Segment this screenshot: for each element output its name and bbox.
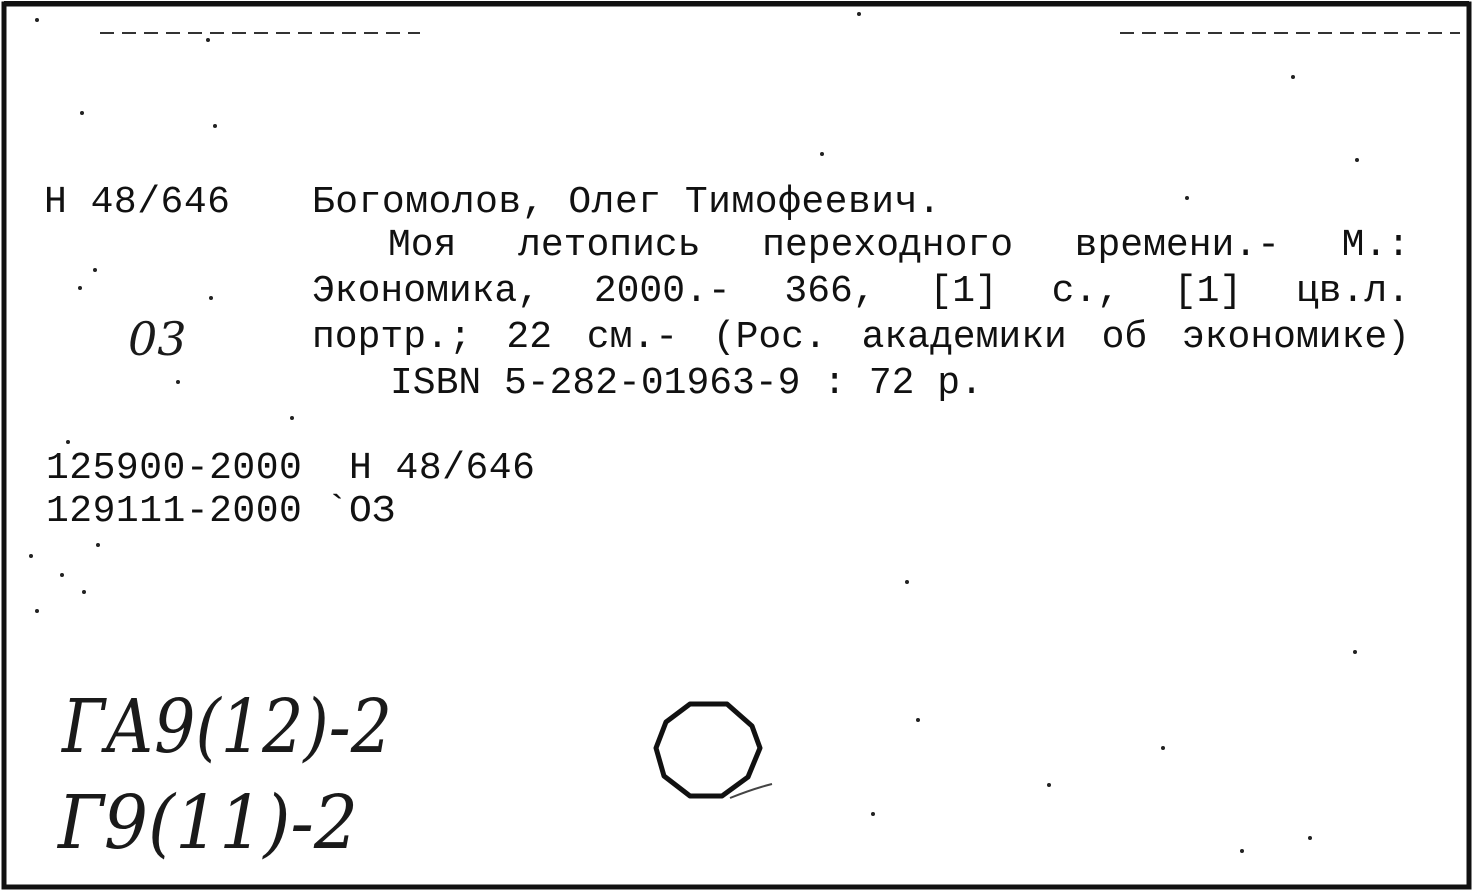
inventory-number: 125900-2000: [46, 447, 303, 490]
author-heading: Богомолов, Олег Тимофеевич.: [312, 181, 942, 224]
description-word: об: [1101, 316, 1148, 359]
call-number: Н 48/646: [44, 181, 231, 224]
inventory-number: 129111-2000: [46, 490, 303, 533]
description-word: 22: [506, 316, 553, 359]
description-word: [1]: [929, 270, 998, 313]
handwritten-note-line-2: Г9(11)-2: [56, 780, 358, 866]
description-word: 2000.-: [593, 270, 731, 313]
description-word: летопись: [518, 224, 701, 267]
punch-hole-icon: [656, 704, 772, 798]
description-word: академики: [861, 316, 1067, 359]
inventory-mark: Н 48/646: [348, 447, 536, 490]
description-word: (Рос.: [712, 316, 827, 359]
description-word: времени.-: [1074, 224, 1280, 267]
handwritten-margin-note: 03: [128, 312, 187, 366]
description-word: 366,: [784, 270, 876, 313]
description-word: переходного: [762, 224, 1014, 267]
description-word: М.:: [1341, 224, 1410, 267]
handwritten-note-line-1: ГА9(12)-2: [60, 684, 393, 770]
description-word: цв.л.: [1295, 270, 1410, 313]
description-word: с.,: [1051, 270, 1120, 313]
description-word: Экономика,: [312, 270, 541, 313]
inventory-mark: `ОЗ: [325, 490, 396, 533]
description-word: портр.;: [312, 316, 472, 359]
description-word: экономике): [1181, 316, 1410, 359]
description-word: Моя: [388, 224, 457, 267]
isbn-price: ISBN 5-282-01963-9 : 72 р.: [390, 362, 983, 405]
description-word: [1]: [1173, 270, 1243, 313]
description-word: см.-: [586, 316, 678, 359]
